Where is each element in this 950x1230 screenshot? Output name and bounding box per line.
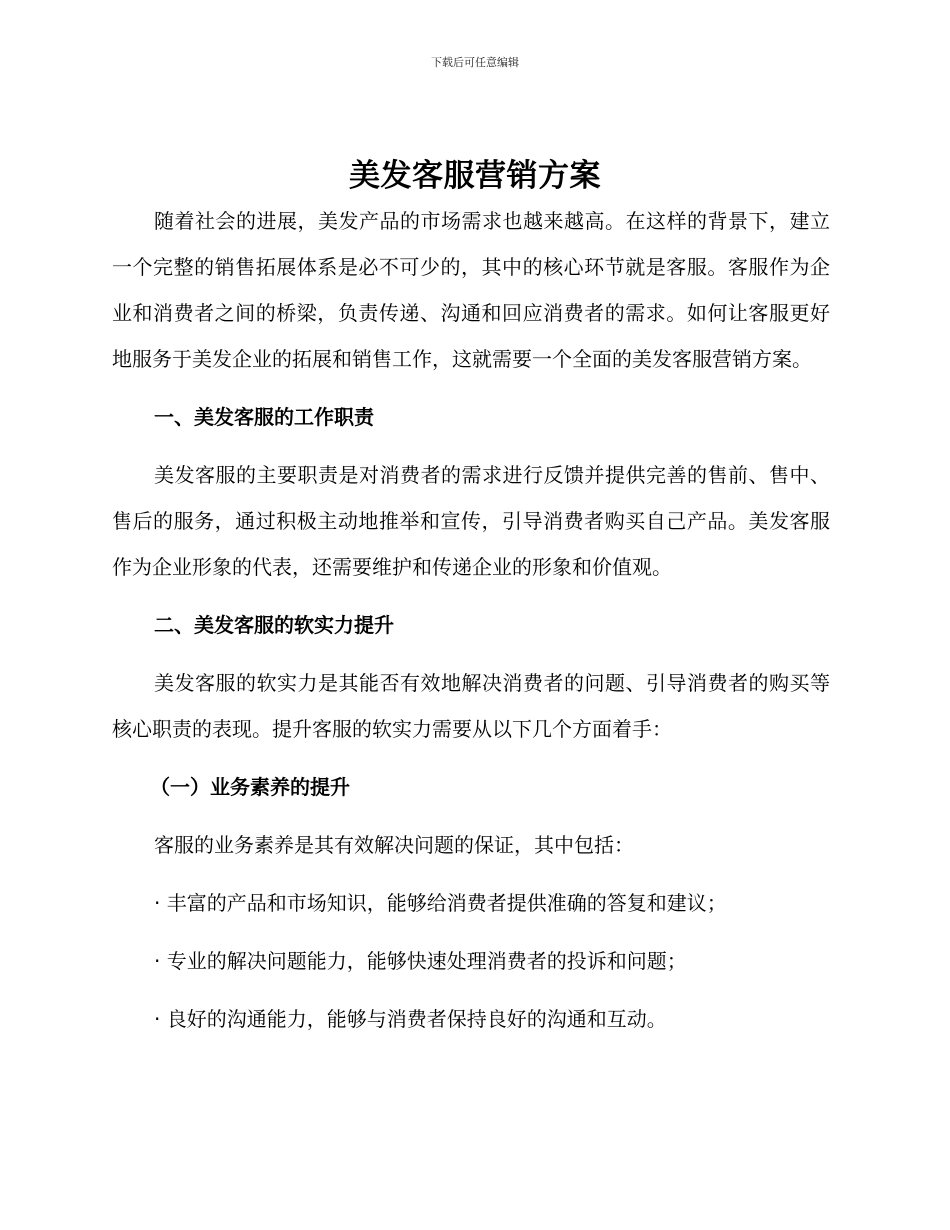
subsection-1-intro: 客服的业务素养是其有效解决问题的保证，其中包括： <box>154 833 634 857</box>
list-item: · 专业的解决问题能力，能够快速处理消费者的投诉和问题； <box>154 949 687 973</box>
document-body <box>112 198 830 1042</box>
document-title: 美发客服营销方案 <box>349 158 601 194</box>
section-2-paragraph: 美发客服的软实力是其能否有效地解决消费者的问题、引导消费者的购买等核心职责的表现。提升客服的软实力需要从以下几个方面着手： <box>112 671 830 741</box>
intro-paragraph: 随着社会的进展，美发产品的市场需求也越来越高。在这样的背景下，建立一个完整的销售拓展体系是必不可少的，其中的核心环节就是客服。客服作为企业和消费者之间的桥梁，负责传递、沟通和回应消费者的需求。如何让客服更好地服务于美发企业的拓展和销售工作，这就需要一个全面的美发客服营销方案。 <box>112 209 830 371</box>
header-note: 下载后可任意编辑 <box>431 56 519 69</box>
section-2-heading: 二、美发客服的软实力提升 <box>154 613 394 637</box>
list-item: · 丰富的产品和市场知识，能够给消费者提供准确的答复和建议； <box>154 891 727 915</box>
list-item: · 良好的沟通能力，能够与消费者保持良好的沟通和互动。 <box>154 1007 667 1031</box>
section-1-paragraph: 美发客服的主要职责是对消费者的需求进行反馈并提供完善的售前、售中、售后的服务，通过积极主动地推举和宣传，引导消费者购买自己产品。美发客服作为企业形象的代表，还需要维护和传递企业的形象和价值观。 <box>112 463 830 579</box>
section-1-heading: 一、美发客服的工作职责 <box>154 405 374 429</box>
subsection-1-heading: （一）业务素养的提升 <box>150 775 350 799</box>
